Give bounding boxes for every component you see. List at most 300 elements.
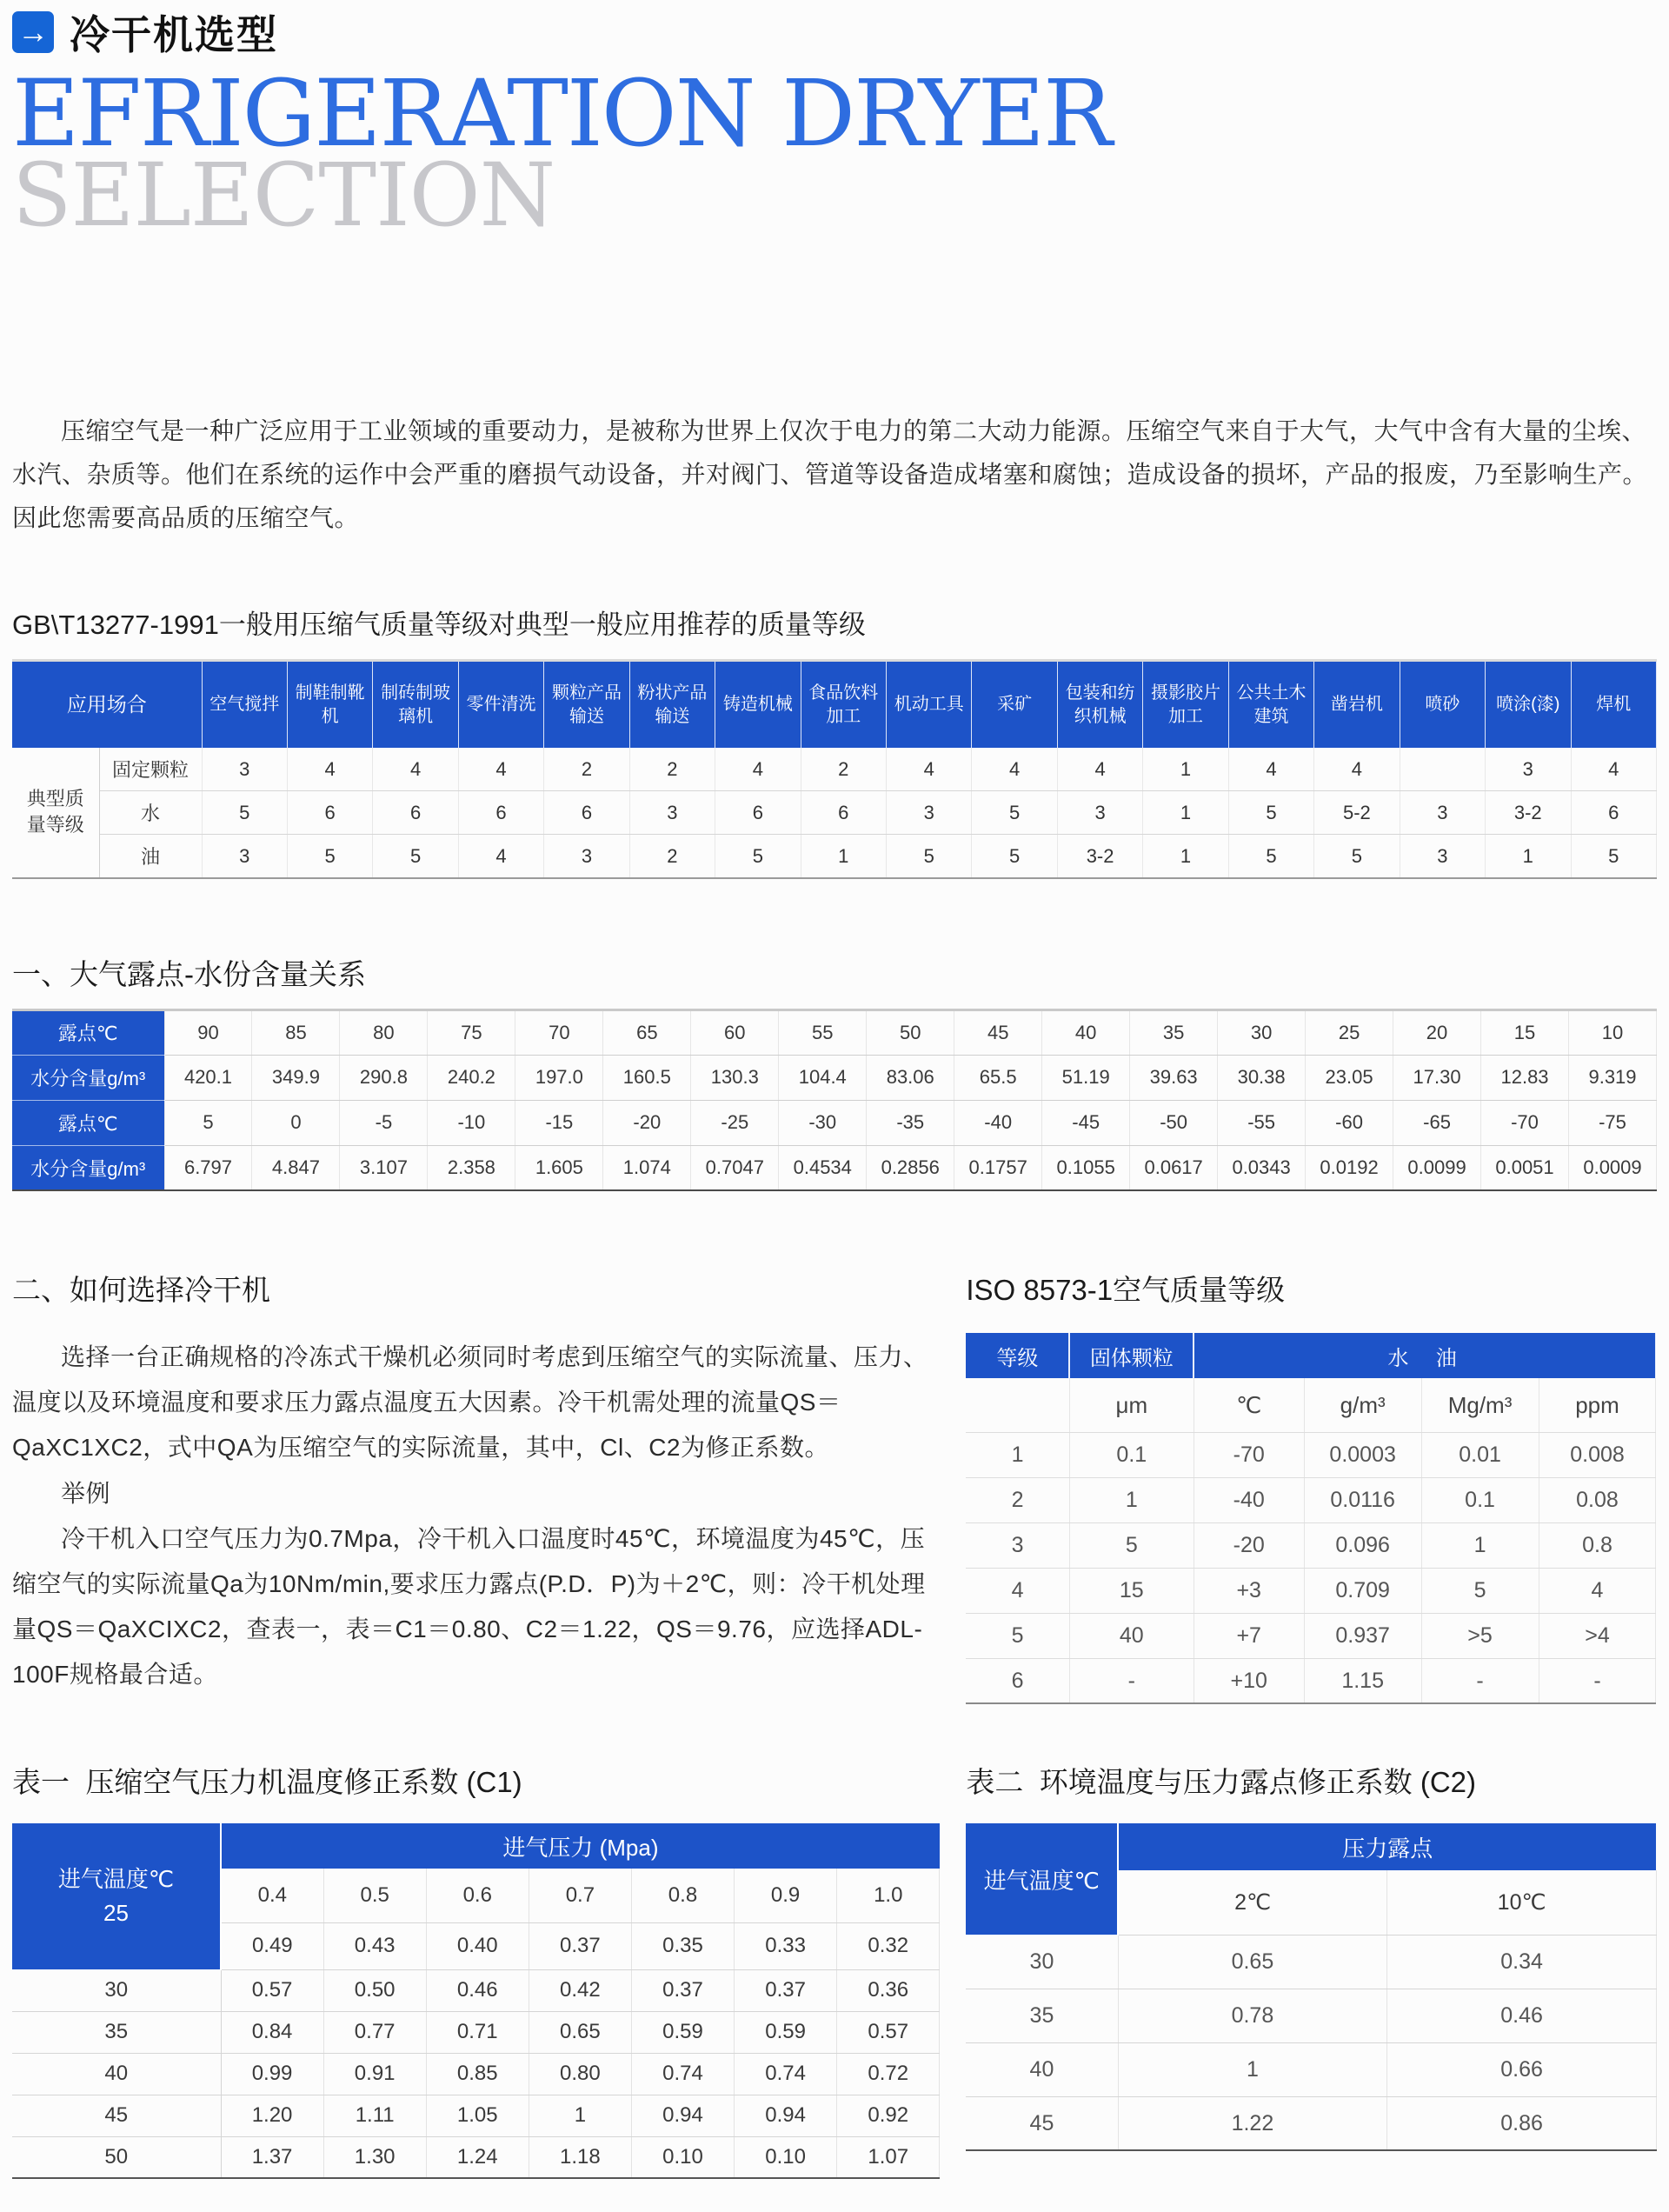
table-header-row: [12, 1823, 940, 1869]
table-cell: 85: [252, 1009, 340, 1055]
table-cell: 1: [801, 835, 886, 878]
table-cell: 0.65: [1118, 1935, 1387, 1989]
table-cell: -35: [867, 1100, 954, 1145]
iso-air-quality-table: [966, 1333, 1657, 1704]
table-cell: -20: [603, 1100, 691, 1145]
unit-label: ppm: [1539, 1378, 1656, 1432]
table-cell: -: [1421, 1658, 1539, 1703]
arrow-glyph: →: [17, 14, 49, 50]
table-cell: 3: [544, 835, 629, 878]
table-cell: -45: [1042, 1100, 1130, 1145]
column-header: 10℃: [1387, 1870, 1657, 1935]
row-label: 油: [99, 835, 202, 878]
table-cell: 1: [1143, 748, 1228, 791]
table-cell: 1: [1118, 2042, 1387, 2096]
dewpoint-moisture-table: [12, 1009, 1657, 1192]
table-cell: 5: [1314, 835, 1400, 878]
table-cell: 0.0343: [1218, 1145, 1306, 1190]
table-cell: 12.83: [1481, 1055, 1569, 1100]
table-cell: 6: [715, 791, 801, 835]
table-cell: 0.49: [221, 1922, 323, 1969]
table-cell: 0.34: [1387, 1935, 1657, 1989]
table-cell: 0.0051: [1481, 1145, 1569, 1190]
table-cell: +3: [1194, 1568, 1304, 1613]
table-cell: 0.59: [735, 2011, 837, 2053]
table-row: [966, 2042, 1656, 2096]
table-cell: 0.2856: [867, 1145, 954, 1190]
column-header: 制砖制玻璃机: [373, 661, 458, 748]
row-label: 水: [99, 791, 202, 835]
table-cell: 0.008: [1539, 1432, 1656, 1477]
page-title: 冷干机选型: [70, 12, 278, 57]
c2-section: [966, 1760, 1657, 2179]
column-header: 摄影胶片加工: [1143, 661, 1228, 748]
column-header: 0.4: [221, 1869, 323, 1922]
table-cell: 0.0116: [1304, 1477, 1421, 1522]
table-row: [12, 1145, 1657, 1190]
table-cell: 130.3: [691, 1055, 779, 1100]
table-cell: 0.0009: [1569, 1145, 1657, 1190]
table-cell: 1: [1421, 1522, 1539, 1568]
table-cell: 2: [966, 1477, 1069, 1522]
table-cell: 104.4: [779, 1055, 867, 1100]
table-cell: 5: [1228, 835, 1313, 878]
table-cell: 2: [629, 835, 715, 878]
table-cell: 2.358: [428, 1145, 515, 1190]
column-header: 机动工具: [887, 661, 972, 748]
iso-section: [966, 1268, 1657, 1704]
table-cell: 20: [1393, 1009, 1481, 1055]
table-cell: 4: [1539, 1568, 1656, 1613]
row-header: [12, 1823, 221, 1969]
table-row: [966, 1935, 1656, 1989]
column-group-header: 水 油: [1194, 1333, 1656, 1378]
table-cell: 420.1: [164, 1055, 252, 1100]
column-group-header: 压力露点: [1118, 1823, 1656, 1870]
column-header: 等级: [966, 1333, 1069, 1378]
table-cell: 0.66: [1387, 2042, 1657, 2096]
table-cell: 4: [458, 835, 543, 878]
table-cell: 0.37: [529, 1922, 631, 1969]
table-cell: 0.1: [1421, 1477, 1539, 1522]
table-cell: 0.8: [1539, 1522, 1656, 1568]
table-cell: 4: [966, 1568, 1069, 1613]
table-cell: 1.07: [837, 2136, 940, 2178]
table-cell: 349.9: [252, 1055, 340, 1100]
table-cell: 0.10: [735, 2136, 837, 2178]
table-cell: [1400, 748, 1485, 791]
table-cell: 15: [1481, 1009, 1569, 1055]
table-cell: 0.32: [837, 1922, 940, 1969]
table-cell: 5: [202, 791, 287, 835]
table-cell: 5: [373, 835, 458, 878]
row-label: 35: [12, 2011, 221, 2053]
table-cell: -20: [1194, 1522, 1304, 1568]
table-cell: 0.37: [631, 1969, 734, 2011]
table-cell: 35: [1130, 1009, 1218, 1055]
table-cell: 45: [954, 1009, 1042, 1055]
table-cell: 40: [1042, 1009, 1130, 1055]
table-cell: -10: [428, 1100, 515, 1145]
table-cell: 0.0099: [1393, 1145, 1481, 1190]
column-header: 焊机: [1571, 661, 1657, 748]
row-label: 水分含量g/m³: [12, 1055, 164, 1100]
table-cell: -70: [1194, 1432, 1304, 1477]
table-cell: 0.08: [1539, 1477, 1656, 1522]
table-cell: 5: [966, 1613, 1069, 1658]
table-cell: -65: [1393, 1100, 1481, 1145]
table-cell: 0.78: [1118, 1989, 1387, 2042]
table-cell: -: [1539, 1658, 1656, 1703]
table-cell: 197.0: [515, 1055, 603, 1100]
table-cell: 0.57: [221, 1969, 323, 2011]
column-header: 0.9: [735, 1869, 837, 1922]
column-header: 零件清洗: [458, 661, 543, 748]
unit-label: ℃: [1194, 1378, 1304, 1432]
table-cell: -40: [954, 1100, 1042, 1145]
table-cell: 5-2: [1314, 791, 1400, 835]
table-cell: 1: [1143, 791, 1228, 835]
table-cell: 25: [1306, 1009, 1393, 1055]
table-cell: 6: [544, 791, 629, 835]
table-cell: [966, 1378, 1069, 1432]
row-header-label: 进气温度℃: [57, 1866, 175, 1893]
selection-paragraph: 选择一台正确规格的冷冻式干燥机必须同时考虑到压缩空气的实际流量、压力、温度以及环境温度和要求压力露点温度五大因素。冷干机需处理的流量QS＝QaXC1XC2，式中QA为压缩空气的实际流量，其中，Cl、C2为修正系数。: [12, 1343, 928, 1462]
table-cell: 0.74: [631, 2053, 734, 2095]
table-cell: 1.11: [323, 2095, 426, 2136]
c1-heading: 表一 压缩空气压力机温度修正系数 (C1): [12, 1766, 522, 1799]
table-cell: 2: [629, 748, 715, 791]
table-row: [966, 1658, 1656, 1703]
row-label: 固定颗粒: [99, 748, 202, 791]
table-cell: 0.937: [1304, 1613, 1421, 1658]
table-cell: -25: [691, 1100, 779, 1145]
table-cell: 0.46: [1387, 1989, 1657, 2042]
row-label: 30: [966, 1935, 1118, 1989]
table-cell: 2: [544, 748, 629, 791]
table-cell: 1: [529, 2095, 631, 2136]
table-cell: 70: [515, 1009, 603, 1055]
column-header: 颗粒产品输送: [544, 661, 629, 748]
table-cell: 1.605: [515, 1145, 603, 1190]
gb-table-heading: GB\T13277-1991一般用压缩气质量等级对典型一般应用推荐的质量等级: [12, 610, 866, 641]
table-header-row: [12, 661, 1657, 748]
table-cell: 290.8: [340, 1055, 428, 1100]
table-cell: 4: [1057, 748, 1142, 791]
row-label: 35: [966, 1989, 1118, 2042]
table-header-row: [966, 1333, 1656, 1378]
table-cell: 3: [202, 835, 287, 878]
table-cell: 23.05: [1306, 1055, 1393, 1100]
table-row: [12, 835, 1657, 878]
table-cell: 0.72: [837, 2053, 940, 2095]
table-cell: 4: [287, 748, 372, 791]
table-row: [12, 2136, 940, 2178]
table-row: [966, 1432, 1656, 1477]
table-cell: 3: [1486, 748, 1571, 791]
table-cell: 1.05: [426, 2095, 529, 2136]
table-cell: 5: [887, 835, 972, 878]
table-cell: 0.40: [426, 1922, 529, 1969]
column-header: 包装和纺织机械: [1057, 661, 1142, 748]
table-cell: 5: [164, 1100, 252, 1145]
table-cell: 1.30: [323, 2136, 426, 2178]
row-label: 40: [12, 2053, 221, 2095]
table-cell: 9.319: [1569, 1055, 1657, 1100]
table-row: [966, 1568, 1656, 1613]
table-cell: 0.4534: [779, 1145, 867, 1190]
table-cell: >4: [1539, 1613, 1656, 1658]
table-cell: 0.42: [529, 1969, 631, 2011]
corner-header: 应用场合: [12, 661, 202, 748]
table-cell: 0.1: [1069, 1432, 1194, 1477]
table-cell: 5: [1069, 1522, 1194, 1568]
table-header-row: [966, 1823, 1656, 1870]
table-cell: 0.50: [323, 1969, 426, 2011]
table-cell: 83.06: [867, 1055, 954, 1100]
table-cell: 51.19: [1042, 1055, 1130, 1100]
table-cell: 0.94: [735, 2095, 837, 2136]
table-cell: 80: [340, 1009, 428, 1055]
column-header: 铸造机械: [715, 661, 801, 748]
table-cell: 1.074: [603, 1145, 691, 1190]
unit-label: Mg/m³: [1421, 1378, 1539, 1432]
example-label: 举例: [61, 1479, 111, 1507]
column-header: 公共土木建筑: [1228, 661, 1313, 748]
column-header: 固体颗粒: [1069, 1333, 1194, 1378]
gb-quality-grade-table: [12, 659, 1657, 879]
example-paragraph: 冷干机入口空气压力为0.7Mpa，冷干机入口温度时45℃，环境温度为45℃，压缩空气的实际流量Qa为10Nm/min,要求压力露点(P.D．P)为＋2℃，则：冷干机处理量QS＝QaXCIXC2，查表一，表＝C1＝0.80、C2＝1.22，QS＝9.76，应选择ADL-100F规格最合适。: [12, 1524, 926, 1688]
table-cell: -5: [340, 1100, 428, 1145]
table-cell: >5: [1421, 1613, 1539, 1658]
table-cell: 65: [603, 1009, 691, 1055]
table-cell: 90: [164, 1009, 252, 1055]
arrow-right-icon: [12, 11, 54, 53]
table-cell: -55: [1218, 1100, 1306, 1145]
table-row: [966, 1477, 1656, 1522]
table-cell: 0.43: [323, 1922, 426, 1969]
table-cell: 4: [715, 748, 801, 791]
table-cell: 4: [972, 748, 1057, 791]
table-cell: 0.46: [426, 1969, 529, 2011]
table-cell: 3-2: [1057, 835, 1142, 878]
table-row: [966, 1522, 1656, 1568]
table-cell: 0.92: [837, 2095, 940, 2136]
table-cell: 0.1055: [1042, 1145, 1130, 1190]
table-cell: 0.99: [221, 2053, 323, 2095]
table-cell: 5: [972, 835, 1057, 878]
table-row: [12, 2095, 940, 2136]
table-cell: 0.10: [631, 2136, 734, 2178]
table-row: [12, 1969, 940, 2011]
table-cell: 60: [691, 1009, 779, 1055]
table-cell: 0.0192: [1306, 1145, 1393, 1190]
table-cell: 2: [801, 748, 886, 791]
table-cell: 40: [1069, 1613, 1194, 1658]
table-cell: 3: [887, 791, 972, 835]
row-label: 45: [12, 2095, 221, 2136]
column-header: 喷涂(漆): [1486, 661, 1571, 748]
row-label: 30: [12, 1969, 221, 2011]
table-cell: 160.5: [603, 1055, 691, 1100]
table-cell: -40: [1194, 1477, 1304, 1522]
table-cell: 1.24: [426, 2136, 529, 2178]
table-cell: 0.35: [631, 1922, 734, 1969]
table-cell: 30: [1218, 1009, 1306, 1055]
table-cell: 0.37: [735, 1969, 837, 2011]
table-row: [966, 2096, 1656, 2150]
unit-label: μm: [1069, 1378, 1194, 1432]
selection-heading: 二、如何选择冷干机: [12, 1274, 270, 1307]
row-label: 40: [966, 2042, 1118, 2096]
table-cell: 1: [1143, 835, 1228, 878]
table-cell: 3.107: [340, 1145, 428, 1190]
table-cell: 0.84: [221, 2011, 323, 2053]
table-row: [966, 1613, 1656, 1658]
table-cell: 0.36: [837, 1969, 940, 2011]
table-cell: 4: [887, 748, 972, 791]
table-row: [12, 1055, 1657, 1100]
column-header: 0.7: [529, 1869, 631, 1922]
table-cell: 5: [287, 835, 372, 878]
table-cell: 3: [1400, 835, 1485, 878]
table-cell: 1: [1486, 835, 1571, 878]
table-cell: +7: [1194, 1613, 1304, 1658]
table-cell: -70: [1481, 1100, 1569, 1145]
table-cell: 10: [1569, 1009, 1657, 1055]
table-cell: -60: [1306, 1100, 1393, 1145]
table-cell: 1.22: [1118, 2096, 1387, 2150]
table-cell: 3: [1400, 791, 1485, 835]
unit-label: g/m³: [1304, 1378, 1421, 1432]
row-label: 露点℃: [12, 1100, 164, 1145]
table-cell: 4: [373, 748, 458, 791]
table-cell: 0.709: [1304, 1568, 1421, 1613]
table-cell: 0.94: [631, 2095, 734, 2136]
table-cell: 1.18: [529, 2136, 631, 2178]
column-group-header: 进气压力 (Mpa): [221, 1823, 940, 1869]
table-cell: 50: [867, 1009, 954, 1055]
column-header: 凿岩机: [1314, 661, 1400, 748]
table-row: [12, 791, 1657, 835]
table-cell: 3: [629, 791, 715, 835]
table-cell: 6: [287, 791, 372, 835]
table-cell: 4: [458, 748, 543, 791]
table-cell: 0.71: [426, 2011, 529, 2053]
table-cell: 75: [428, 1009, 515, 1055]
table-cell: 3: [202, 748, 287, 791]
table-cell: 5: [715, 835, 801, 878]
row-label: 45: [966, 2096, 1118, 2150]
table-cell: 0.1757: [954, 1145, 1042, 1190]
table-cell: 0.0617: [1130, 1145, 1218, 1190]
table-cell: 0.91: [323, 2053, 426, 2095]
table-cell: 5: [1571, 835, 1657, 878]
row-group-label: 典型质量等级: [12, 748, 99, 878]
column-header: 1.0: [837, 1869, 940, 1922]
table-cell: 4: [1314, 748, 1400, 791]
table-cell: 4: [1571, 748, 1657, 791]
table-row: [12, 1009, 1657, 1055]
table-cell: 6: [1571, 791, 1657, 835]
title-english-line2: SELECTION: [12, 144, 555, 246]
table-cell: 3-2: [1486, 791, 1571, 835]
table-cell: 0.7047: [691, 1145, 779, 1190]
table-cell: 4: [1228, 748, 1313, 791]
table-cell: +10: [1194, 1658, 1304, 1703]
table-cell: 0: [252, 1100, 340, 1145]
table-cell: 15: [1069, 1568, 1194, 1613]
table-cell: 0.74: [735, 2053, 837, 2095]
table-cell: 0.86: [1387, 2096, 1657, 2150]
table-cell: 55: [779, 1009, 867, 1055]
table-cell: 39.63: [1130, 1055, 1218, 1100]
iso-heading: ISO 8573-1空气质量等级: [966, 1274, 1286, 1307]
table-cell: 65.5: [954, 1055, 1042, 1100]
table-row: [12, 2053, 940, 2095]
table-cell: -50: [1130, 1100, 1218, 1145]
table-cell: 6: [801, 791, 886, 835]
table-cell: 1.20: [221, 2095, 323, 2136]
table-cell: 0.59: [631, 2011, 734, 2053]
c1-section: [12, 1760, 966, 2179]
column-header: 粉状产品输送: [629, 661, 715, 748]
column-header: 0.8: [631, 1869, 734, 1922]
table-cell: -: [1069, 1658, 1194, 1703]
column-header: 0.5: [323, 1869, 426, 1922]
table-cell: 0.65: [529, 2011, 631, 2053]
table-cell: 3: [966, 1522, 1069, 1568]
column-header: 采矿: [972, 661, 1057, 748]
table-row: [12, 748, 1657, 791]
title-english-line1: EFRIGERATION DRYER: [12, 60, 1111, 167]
table-cell: 6: [373, 791, 458, 835]
table-row: [12, 1100, 1657, 1145]
table-cell: 5: [972, 791, 1057, 835]
first-temperature-label: 25: [103, 1900, 129, 1927]
column-header: 制鞋制靴机: [287, 661, 372, 748]
table-cell: 5: [1228, 791, 1313, 835]
table-cell: -30: [779, 1100, 867, 1145]
column-header: 2℃: [1118, 1870, 1387, 1935]
table-cell: 0.80: [529, 2053, 631, 2095]
table-cell: 1.37: [221, 2136, 323, 2178]
table-cell: 1: [966, 1432, 1069, 1477]
column-header: 0.6: [426, 1869, 529, 1922]
row-header: 进气温度℃: [966, 1823, 1118, 1935]
table-cell: 0.096: [1304, 1522, 1421, 1568]
table-cell: -75: [1569, 1100, 1657, 1145]
table-cell: -15: [515, 1100, 603, 1145]
table-cell: 0.01: [1421, 1432, 1539, 1477]
row-label: 露点℃: [12, 1009, 164, 1055]
table-cell: 240.2: [428, 1055, 515, 1100]
dewpoint-section-heading: 一、大气露点-水份含量关系: [12, 957, 366, 990]
column-header: 空气搅拌: [202, 661, 287, 748]
table-cell: 6: [966, 1658, 1069, 1703]
row-label: 水分含量g/m³: [12, 1145, 164, 1190]
intro-paragraph: 压缩空气是一种广泛应用于工业领域的重要动力，是被称为世界上仅次于电力的第二大动力能源。压缩空气来自于大气，大气中含有大量的尘埃、水汽、杂质等。他们在系统的运作中会严重的磨损气动设备，并对阀门、管道等设备造成堵塞和腐蚀；造成设备的损坏，产品的报废，乃至影响生产。因此您需要高品质的压缩空气。: [12, 417, 1648, 532]
table-cell: 1: [1069, 1477, 1194, 1522]
c2-correction-table: [966, 1823, 1657, 2151]
column-header: 喷砂: [1400, 661, 1485, 748]
table-cell: 17.30: [1393, 1055, 1481, 1100]
table-cell: 0.0003: [1304, 1432, 1421, 1477]
table-cell: 5: [1421, 1568, 1539, 1613]
table-cell: 30.38: [1218, 1055, 1306, 1100]
column-header: 食品饮料加工: [801, 661, 886, 748]
row-label: 50: [12, 2136, 221, 2178]
